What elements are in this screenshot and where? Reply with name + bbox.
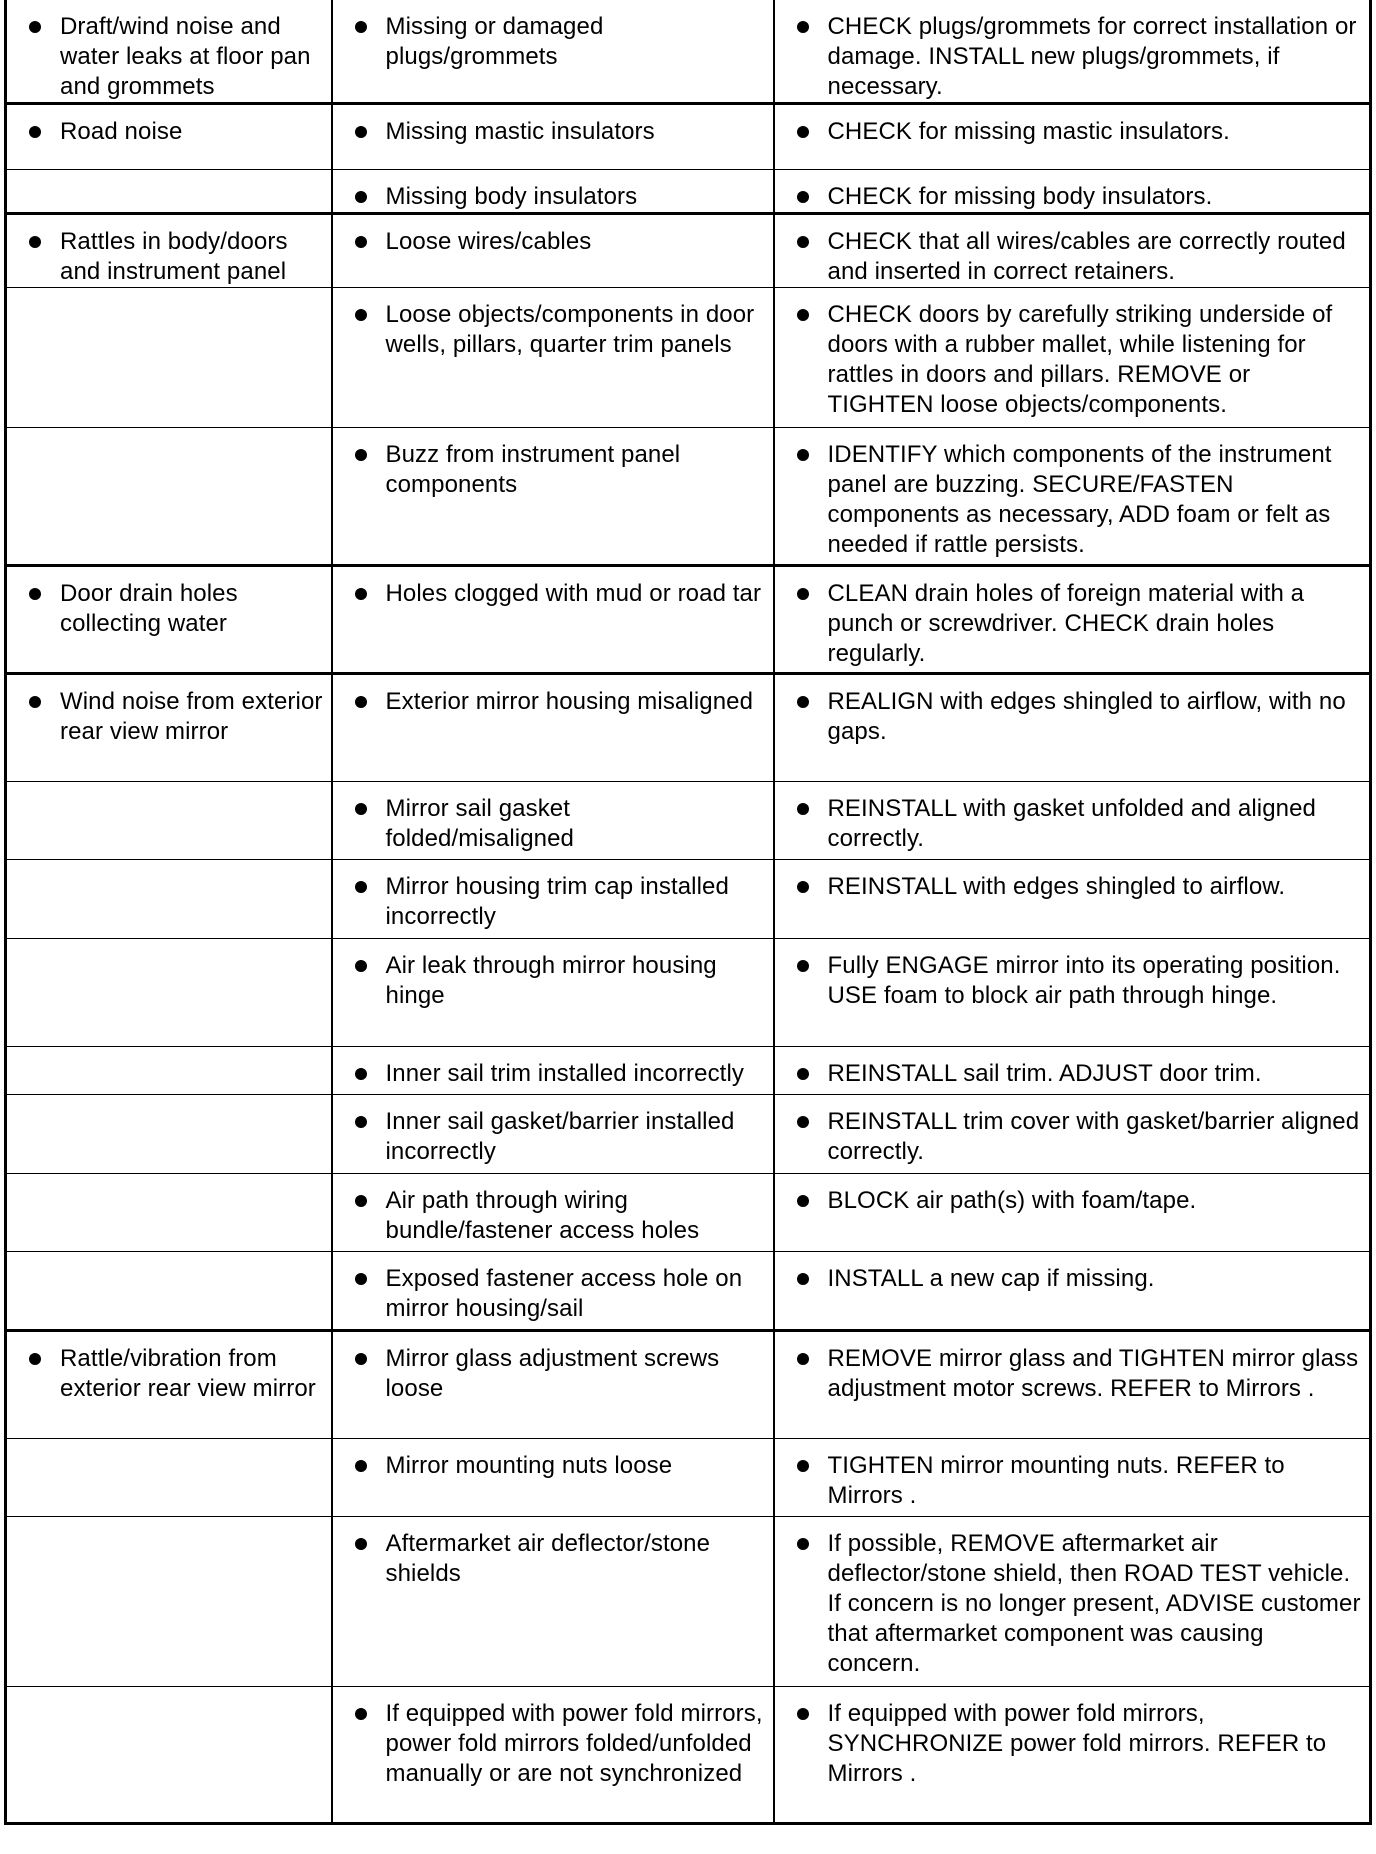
action-cell <box>774 782 1371 860</box>
bullet-icon <box>797 1538 809 1550</box>
bullet-icon <box>355 21 367 33</box>
source-text: Exterior mirror housing misaligned <box>385 688 754 715</box>
bullet-icon <box>355 1116 367 1128</box>
condition-cell <box>6 214 332 288</box>
source-text: Mirror housing trim cap installed incorrectly <box>385 873 729 930</box>
source-cell <box>332 1331 774 1439</box>
condition-cell <box>6 674 332 782</box>
source-cell <box>332 1252 774 1331</box>
action-text: Fully ENGAGE mirror into its operating position. USE foam to block air path through hinge. <box>827 952 1341 1009</box>
action-cell <box>774 1331 1371 1439</box>
bullet-icon <box>797 449 809 461</box>
source-cell <box>332 0 774 104</box>
action-text: REMOVE mirror glass and TIGHTEN mirror glass adjustment motor screws. REFER to Mirrors . <box>827 1345 1359 1402</box>
bullet-icon <box>797 960 809 972</box>
source-cell <box>332 1439 774 1517</box>
action-cell <box>774 939 1371 1047</box>
condition-text: Rattle/vibration from exterior rear view mirror <box>60 1345 316 1402</box>
source-cell <box>332 1095 774 1174</box>
table-row <box>6 860 1371 939</box>
condition-text: Draft/wind noise and water leaks at floor pan and grommets <box>60 13 311 100</box>
bullet-icon <box>355 1708 367 1720</box>
bullet-icon <box>797 803 809 815</box>
bullet-icon <box>355 1353 367 1365</box>
bullet-icon <box>355 881 367 893</box>
condition-cell <box>6 566 332 674</box>
action-cell <box>774 1439 1371 1517</box>
bullet-icon <box>797 588 809 600</box>
action-cell <box>774 860 1371 939</box>
condition-text: Wind noise from exterior rear view mirror <box>60 688 323 745</box>
action-cell <box>774 1687 1371 1824</box>
bullet-icon <box>355 191 367 203</box>
source-text: Buzz from instrument panel components <box>385 441 681 498</box>
action-text: CHECK that all wires/cables are correctly routed and inserted in correct retainers. <box>827 228 1346 285</box>
bullet-icon <box>29 588 41 600</box>
table-row <box>6 1174 1371 1252</box>
bullet-icon <box>355 1460 367 1472</box>
condition-cell <box>6 860 332 939</box>
table-row <box>6 170 1371 214</box>
bullet-icon <box>797 1068 809 1080</box>
source-text: Mirror sail gasket folded/misaligned <box>385 795 574 852</box>
bullet-icon <box>355 1273 367 1285</box>
bullet-icon <box>797 1460 809 1472</box>
source-text: Exposed fastener access hole on mirror housing/sail <box>385 1265 743 1322</box>
bullet-icon <box>797 126 809 138</box>
source-text: Mirror glass adjustment screws loose <box>385 1345 720 1402</box>
diagnosis-table <box>4 0 1372 1825</box>
action-cell <box>774 288 1371 428</box>
bullet-icon <box>355 236 367 248</box>
action-cell <box>774 104 1371 170</box>
source-text: If equipped with power fold mirrors, power fold mirrors folded/unfolded manually or are not synchronized <box>385 1700 763 1787</box>
action-cell <box>774 1252 1371 1331</box>
source-cell <box>332 860 774 939</box>
bullet-icon <box>797 696 809 708</box>
condition-cell <box>6 1517 332 1687</box>
bullet-icon <box>797 191 809 203</box>
bullet-icon <box>355 960 367 972</box>
action-text: If equipped with power fold mirrors, SYNCHRONIZE power fold mirrors. REFER to Mirrors . <box>827 1700 1327 1787</box>
action-text: If possible, REMOVE aftermarket air deflector/stone shield, then ROAD TEST vehicle. If concern is no longer present, ADVISE customer that aftermarket component was causing concern. <box>827 1530 1361 1677</box>
bullet-icon <box>355 803 367 815</box>
source-text: Air path through wiring bundle/fastener access holes <box>385 1187 700 1244</box>
condition-cell <box>6 1174 332 1252</box>
source-cell <box>332 939 774 1047</box>
table-row <box>6 1095 1371 1174</box>
condition-text: Rattles in body/doors and instrument panel <box>60 228 288 285</box>
bullet-icon <box>797 1708 809 1720</box>
table-row <box>6 104 1371 170</box>
table-row <box>6 1252 1371 1331</box>
action-cell <box>774 0 1371 104</box>
table-row <box>6 1687 1371 1824</box>
action-text: IDENTIFY which components of the instrument panel are buzzing. SECURE/FASTEN components as necessary, ADD foam or felt as needed if rattle persists. <box>827 441 1332 558</box>
source-cell <box>332 214 774 288</box>
condition-text: Door drain holes collecting water <box>60 580 238 637</box>
bullet-icon <box>797 1353 809 1365</box>
bullet-icon <box>797 1273 809 1285</box>
table-row <box>6 1517 1371 1687</box>
source-cell <box>332 1517 774 1687</box>
bullet-icon <box>29 696 41 708</box>
source-text: Missing or damaged plugs/grommets <box>385 13 604 70</box>
action-text: REALIGN with edges shingled to airflow, with no gaps. <box>827 688 1346 745</box>
source-cell <box>332 674 774 782</box>
table-row <box>6 288 1371 428</box>
bullet-icon <box>355 126 367 138</box>
condition-cell <box>6 170 332 214</box>
source-cell <box>332 782 774 860</box>
bullet-icon <box>355 588 367 600</box>
action-text: REINSTALL sail trim. ADJUST door trim. <box>827 1060 1262 1087</box>
bullet-icon <box>355 1195 367 1207</box>
table-row <box>6 1047 1371 1095</box>
bullet-icon <box>797 21 809 33</box>
condition-cell <box>6 428 332 566</box>
source-cell <box>332 170 774 214</box>
source-cell <box>332 566 774 674</box>
condition-cell <box>6 1047 332 1095</box>
table-row <box>6 428 1371 566</box>
condition-cell <box>6 1439 332 1517</box>
bullet-icon <box>355 696 367 708</box>
bullet-icon <box>797 881 809 893</box>
source-text: Loose wires/cables <box>385 228 592 255</box>
action-text: TIGHTEN mirror mounting nuts. REFER to Mirrors . <box>827 1452 1285 1509</box>
source-text: Air leak through mirror housing hinge <box>385 952 717 1009</box>
bullet-icon <box>355 309 367 321</box>
bullet-icon <box>29 21 41 33</box>
action-text: INSTALL a new cap if missing. <box>827 1265 1155 1292</box>
bullet-icon <box>797 236 809 248</box>
condition-cell <box>6 288 332 428</box>
source-cell <box>332 1174 774 1252</box>
table-row <box>6 214 1371 288</box>
bullet-icon <box>355 449 367 461</box>
source-text: Holes clogged with mud or road tar <box>385 580 762 607</box>
action-cell <box>774 1047 1371 1095</box>
action-cell <box>774 674 1371 782</box>
bullet-icon <box>355 1068 367 1080</box>
action-text: CLEAN drain holes of foreign material with a punch or screwdriver. CHECK drain holes regularly. <box>827 580 1305 667</box>
action-text: CHECK for missing body insulators. <box>827 183 1213 210</box>
condition-cell <box>6 939 332 1047</box>
source-cell <box>332 104 774 170</box>
table-row <box>6 0 1371 104</box>
condition-cell <box>6 782 332 860</box>
condition-cell <box>6 0 332 104</box>
bullet-icon <box>29 126 41 138</box>
source-cell <box>332 1687 774 1824</box>
action-text: REINSTALL with edges shingled to airflow. <box>827 873 1286 900</box>
source-text: Mirror mounting nuts loose <box>385 1452 673 1479</box>
bullet-icon <box>29 236 41 248</box>
action-text: CHECK plugs/grommets for correct installation or damage. INSTALL new plugs/grommets, if necessary. <box>827 13 1357 100</box>
condition-cell <box>6 1687 332 1824</box>
bullet-icon <box>797 309 809 321</box>
action-text: CHECK for missing mastic insulators. <box>827 118 1230 145</box>
action-text: REINSTALL trim cover with gasket/barrier aligned correctly. <box>827 1108 1360 1165</box>
source-text: Inner sail trim installed incorrectly <box>385 1060 744 1087</box>
action-cell <box>774 170 1371 214</box>
bullet-icon <box>797 1116 809 1128</box>
action-cell <box>774 566 1371 674</box>
source-text: Aftermarket air deflector/stone shields <box>385 1530 711 1587</box>
condition-cell <box>6 1331 332 1439</box>
action-text: BLOCK air path(s) with foam/tape. <box>827 1187 1197 1214</box>
source-text: Missing mastic insulators <box>385 118 655 145</box>
condition-cell <box>6 1095 332 1174</box>
bullet-icon <box>797 1195 809 1207</box>
table-row <box>6 1439 1371 1517</box>
table-row <box>6 674 1371 782</box>
bullet-icon <box>355 1538 367 1550</box>
source-cell <box>332 428 774 566</box>
table-row <box>6 939 1371 1047</box>
source-text: Missing body insulators <box>385 183 638 210</box>
bullet-icon <box>29 1353 41 1365</box>
condition-cell <box>6 1252 332 1331</box>
action-text: CHECK doors by carefully striking underside of doors with a rubber mallet, while listening for rattles in doors and pillars. REMOVE or TIGHTEN loose objects/components. <box>827 301 1333 418</box>
table-row <box>6 566 1371 674</box>
source-cell <box>332 288 774 428</box>
condition-text: Road noise <box>60 118 183 145</box>
action-cell <box>774 1095 1371 1174</box>
source-text: Loose objects/components in door wells, pillars, quarter trim panels <box>385 301 755 358</box>
condition-cell <box>6 104 332 170</box>
table-row <box>6 782 1371 860</box>
action-cell <box>774 1174 1371 1252</box>
action-cell <box>774 428 1371 566</box>
source-cell <box>332 1047 774 1095</box>
action-cell <box>774 214 1371 288</box>
table-row <box>6 1331 1371 1439</box>
action-cell <box>774 1517 1371 1687</box>
source-text: Inner sail gasket/barrier installed incorrectly <box>385 1108 735 1165</box>
action-text: REINSTALL with gasket unfolded and aligned correctly. <box>827 795 1317 852</box>
